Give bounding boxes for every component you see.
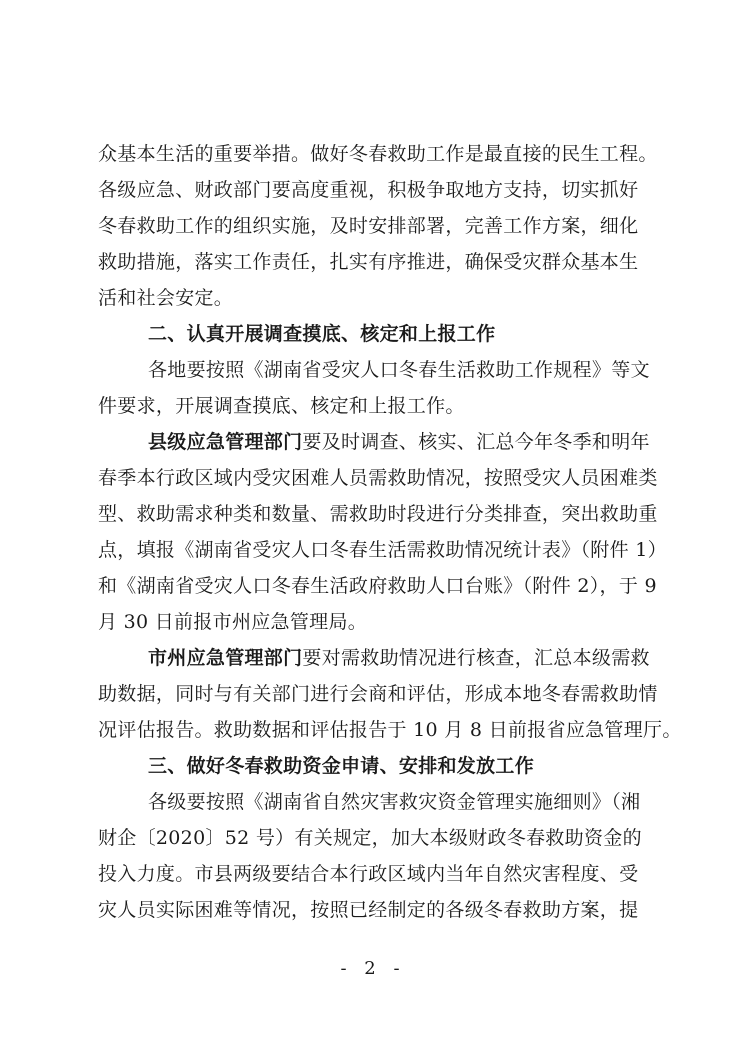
paragraph-line [148,646,650,670]
paragraph-line: 投入力度。市县两级要结合本行政区域内当年自然灾害程度、受 [98,863,639,885]
paragraph-line: 春季本行政区域内受灾困难人员需救助情况，按照受灾人员困难类 [98,467,658,489]
paragraph-line: 型、救助需求种类和数量、需救助时段进行分类排查，突出救助重 [98,503,658,525]
section-heading: 二、认真开展调查摸底、核定和上报工作 [148,323,496,345]
paragraph-line: 件要求，开展调查摸底、核定和上报工作。 [98,395,465,417]
paragraph-line: 点，填报《湖南省受灾人口冬春生活需救助情况统计表》（附件 1） [98,539,667,561]
paragraph-line: 众基本生活的重要举措。做好冬春救助工作是最直接的民生工程。 [98,143,658,165]
paragraph-line: 各地要按照《湖南省受灾人口冬春生活救助工作规程》等文 [148,359,650,381]
paragraph-line: 各级应急、财政部门要高度重视，积极争取地方支持，切实抓好 [98,179,639,201]
bold-term: 市州应急管理部门 [148,647,303,669]
paragraph-line: 各级要按照《湖南省自然灾害救灾资金管理实施细则》（湘 [148,791,641,813]
page-number: - 2 - [340,958,406,979]
paragraph-line: 活和社会安定。 [98,287,234,309]
paragraph-line: 财企〔2020〕52 号）有关规定，加大本级财政冬春救助资金的 [98,827,642,849]
paragraph-line: 救助措施，落实工作责任，扎实有序推进，确保受灾群众基本生 [98,251,639,273]
paragraph-text: 要对需救助情况进行核查，汇总本级需救 [302,647,650,669]
paragraph-line: 况评估报告。救助数据和评估报告于 10 月 8 日前报省应急管理厅。 [98,719,682,741]
paragraph-line: 和《湖南省受灾人口冬春生活政府救助人口台账》（附件 2），于 9 [98,575,657,597]
paragraph-line: 灾人员实际困难等情况，按照已经制定的各级冬春救助方案，提 [98,899,639,921]
section-heading: 三、做好冬春救助资金申请、安排和发放工作 [148,755,535,777]
paragraph-line [148,430,650,454]
paragraph-line: 月 30 日前报市州应急管理局。 [98,611,368,633]
paragraph-line: 冬春救助工作的组织实施，及时安排部署，完善工作方案，细化 [98,215,639,237]
paragraph-line: 助数据，同时与有关部门进行会商和评估，形成本地冬春需救助情 [98,683,658,705]
bold-term: 县级应急管理部门 [148,431,303,453]
paragraph-text: 要及时调查、核实、汇总今年冬季和明年 [302,431,650,453]
